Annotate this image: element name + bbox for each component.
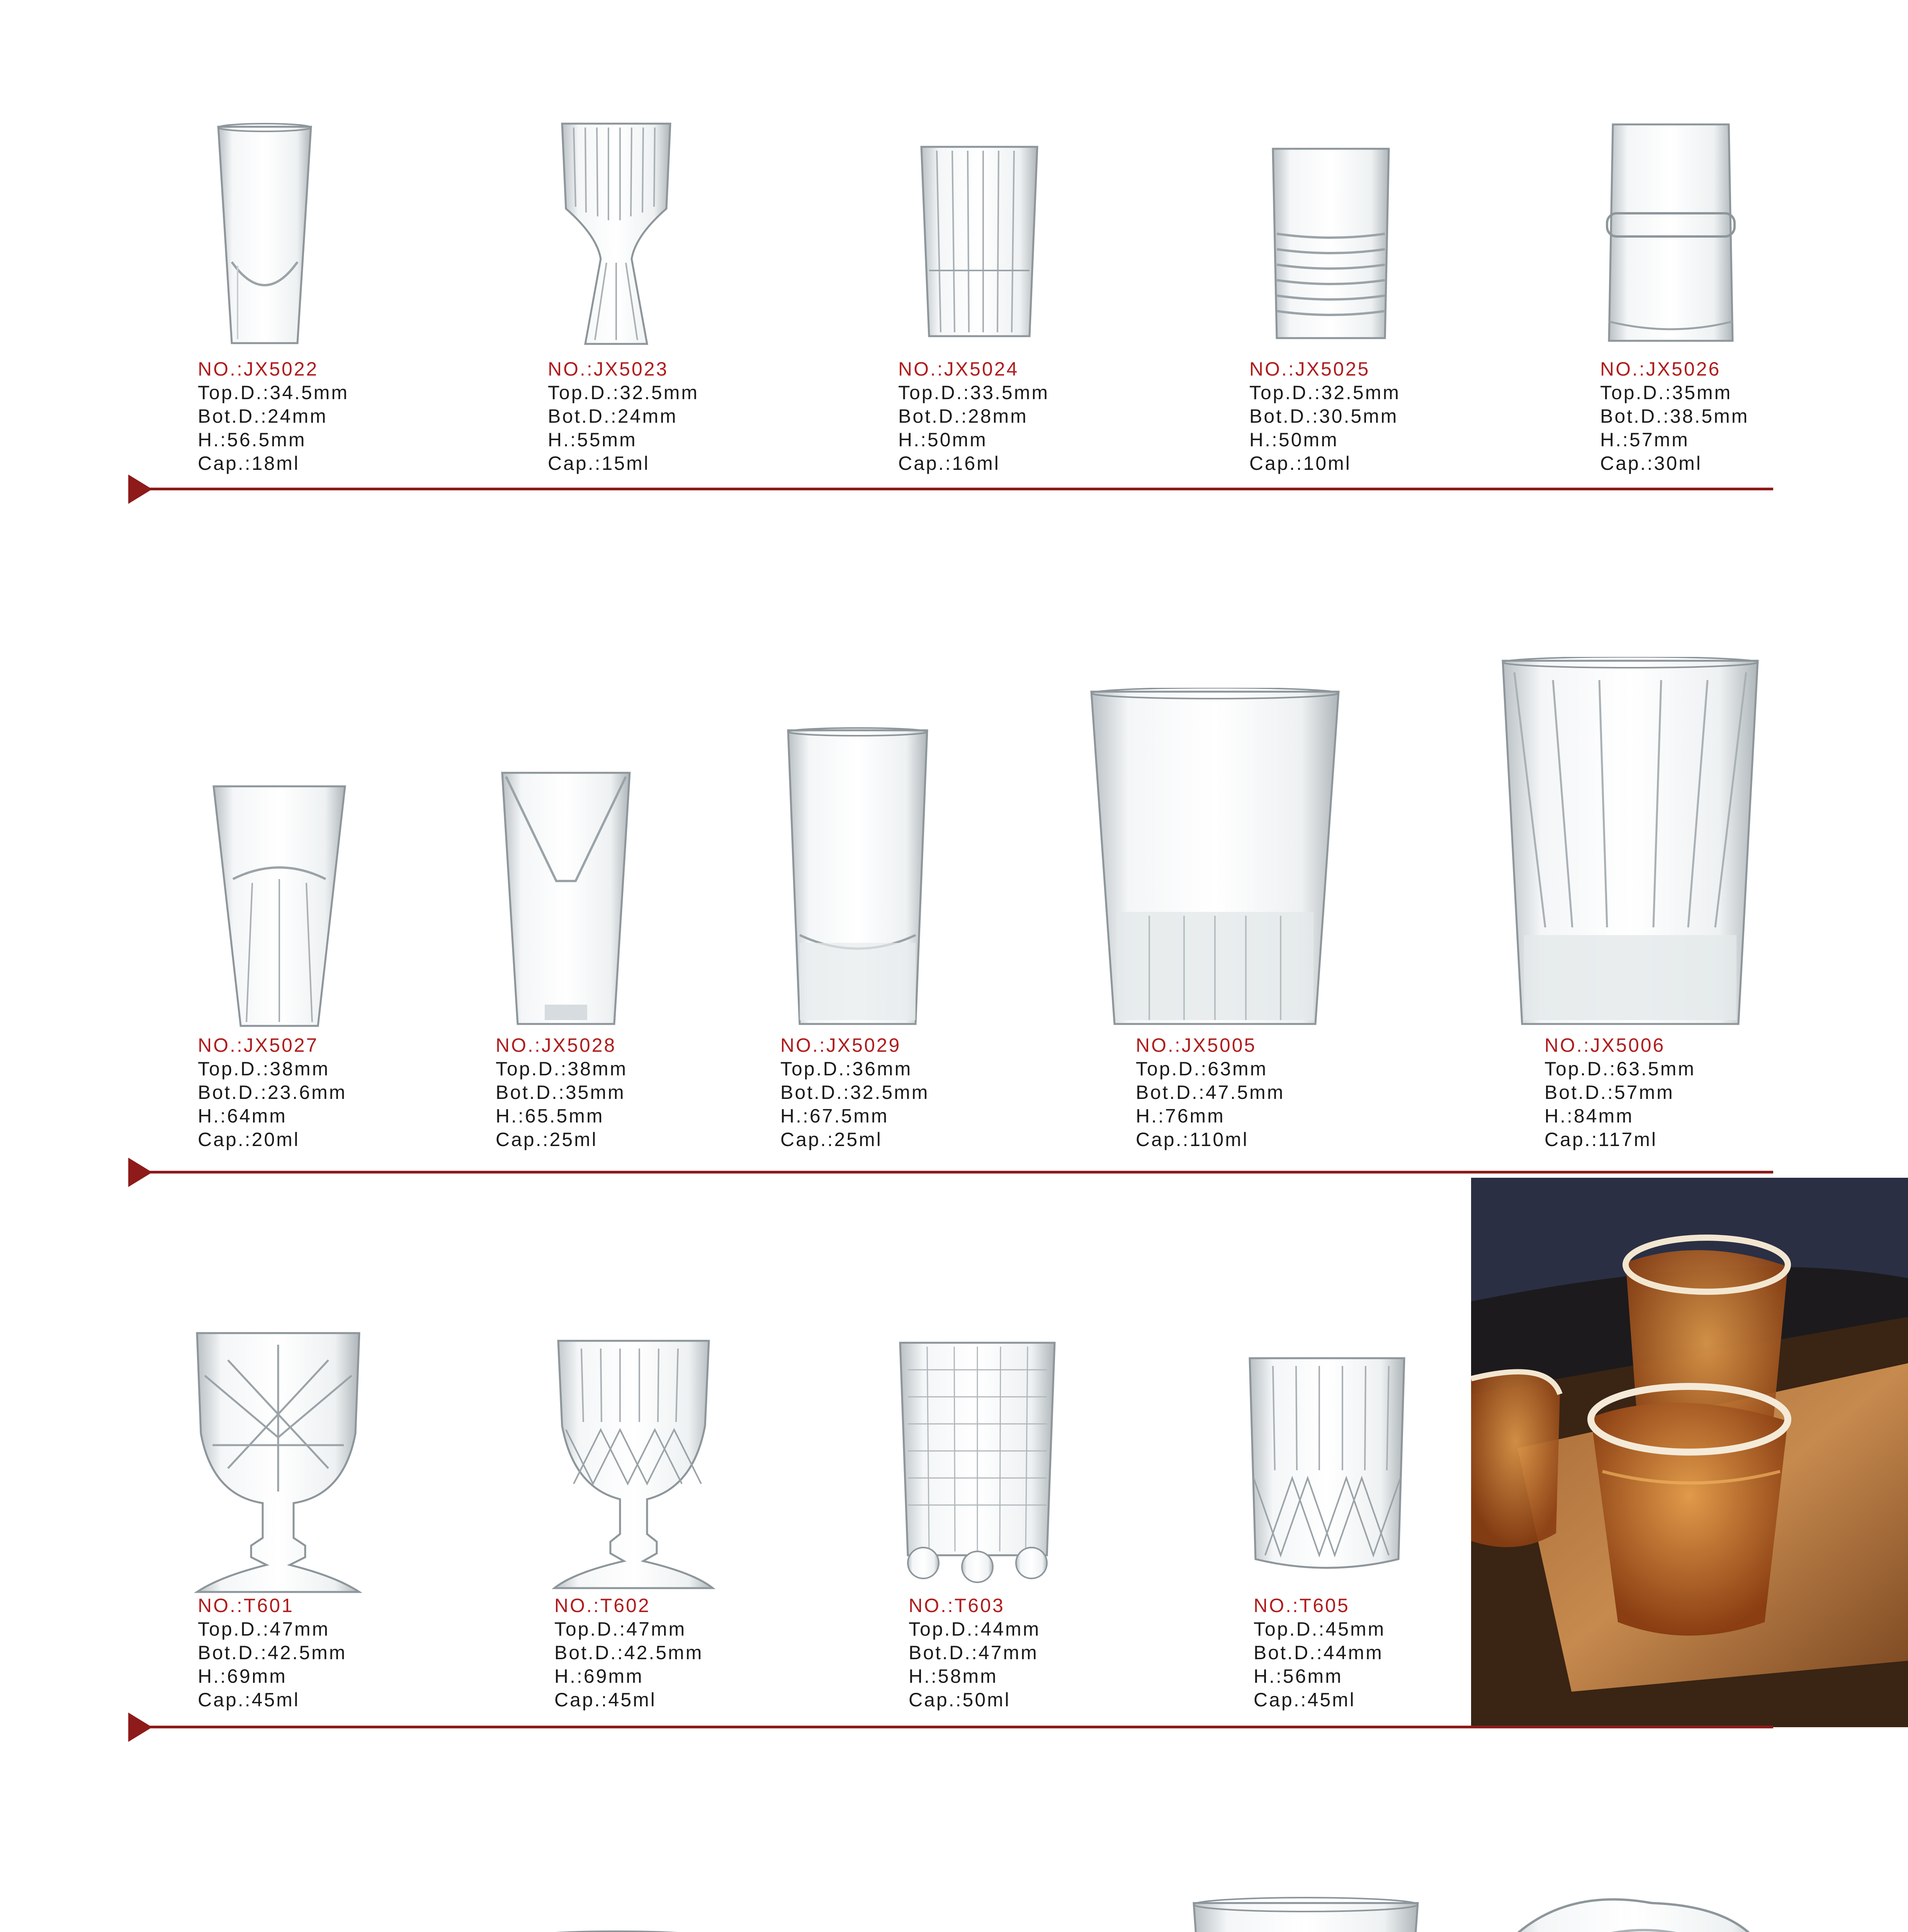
product-number: NO.:JX5022 xyxy=(198,358,319,380)
product-number: NO.:T602 xyxy=(554,1595,651,1616)
stemmed-glass-t602-image xyxy=(550,1337,717,1592)
product-specs xyxy=(554,1594,703,1712)
bottom-diameter: Bot.D.:32.5mm xyxy=(780,1082,929,1103)
product-specs xyxy=(198,357,349,475)
capacity: Cap.:25ml xyxy=(496,1129,598,1150)
top-diameter: Top.D.:47mm xyxy=(198,1618,330,1640)
product-number: NO.:JX5006 xyxy=(1544,1034,1665,1056)
capacity: Cap.:45ml xyxy=(1254,1689,1356,1711)
height: H.:64mm xyxy=(198,1105,287,1127)
top-diameter: Top.D.:34.5mm xyxy=(198,382,349,403)
product-number: NO.:JX5028 xyxy=(496,1034,617,1056)
product-number: NO.:T601 xyxy=(198,1595,294,1616)
capacity: Cap.:25ml xyxy=(780,1129,882,1150)
height: H.:50mm xyxy=(1249,429,1339,451)
product-specs xyxy=(780,1034,929,1151)
height: H.:84mm xyxy=(1544,1105,1634,1127)
top-diameter: Top.D.:45mm xyxy=(1254,1618,1386,1640)
bottom-diameter: Bot.D.:24mm xyxy=(548,405,678,427)
height: H.:76mm xyxy=(1136,1105,1225,1127)
product-number: NO.:JX5025 xyxy=(1249,358,1370,380)
shot-glass-jx5024-image xyxy=(917,143,1041,340)
capacity: Cap.:117ml xyxy=(1544,1129,1657,1150)
product-specs xyxy=(1254,1594,1385,1712)
dish-c806-image xyxy=(1489,1891,1779,1932)
product-specs xyxy=(1136,1034,1284,1151)
row-divider xyxy=(131,1726,1773,1728)
bottom-diameter: Bot.D.:42.5mm xyxy=(554,1642,703,1663)
product-specs xyxy=(1600,357,1749,475)
capacity: Cap.:110ml xyxy=(1136,1129,1249,1150)
bottom-diameter: Bot.D.:28mm xyxy=(898,405,1028,427)
top-diameter: Top.D.:38mm xyxy=(496,1058,628,1080)
shot-glass-jx5029-image xyxy=(784,726,931,1028)
shot-glass-jx5025-image xyxy=(1269,145,1393,342)
top-diameter: Top.D.:47mm xyxy=(554,1618,686,1640)
capacity: Cap.:45ml xyxy=(554,1689,656,1711)
shot-glass-jx5022-image xyxy=(214,123,315,347)
bottom-diameter: Bot.D.:57mm xyxy=(1544,1082,1674,1103)
product-number: NO.:T603 xyxy=(909,1595,1005,1616)
top-diameter: Top.D.:44mm xyxy=(909,1618,1041,1640)
height: H.:57mm xyxy=(1600,429,1689,451)
lifestyle-photo xyxy=(1471,1178,1908,1727)
product-specs xyxy=(1544,1034,1696,1151)
top-diameter: Top.D.:36mm xyxy=(780,1058,912,1080)
cup-c803-image xyxy=(863,1928,1049,1932)
bottom-diameter: Bot.D.:42.5mm xyxy=(198,1642,347,1663)
cup-c805-image xyxy=(1190,1895,1422,1932)
bottom-diameter: Bot.D.:30.5mm xyxy=(1249,405,1398,427)
product-number: NO.:JX5024 xyxy=(898,358,1019,380)
capacity: Cap.:50ml xyxy=(909,1689,1011,1711)
bottom-diameter: Bot.D.:24mm xyxy=(198,405,328,427)
height: H.:58mm xyxy=(909,1665,998,1687)
height: H.:56.5mm xyxy=(198,429,306,451)
top-diameter: Top.D.:63mm xyxy=(1136,1058,1268,1080)
top-diameter: Top.D.:35mm xyxy=(1600,382,1732,403)
bottom-diameter: Bot.D.:44mm xyxy=(1254,1642,1383,1663)
bottom-diameter: Bot.D.:35mm xyxy=(496,1082,625,1103)
product-specs xyxy=(1249,357,1400,475)
height: H.:55mm xyxy=(548,429,637,451)
bottom-diameter: Bot.D.:23.6mm xyxy=(198,1082,347,1103)
shot-glass-jx5023-image xyxy=(558,120,674,348)
rocks-glass-jx5005-image xyxy=(1087,688,1342,1028)
top-diameter: Top.D.:38mm xyxy=(198,1058,330,1080)
product-number: NO.:T605 xyxy=(1254,1595,1350,1616)
top-diameter: Top.D.:33.5mm xyxy=(898,382,1050,403)
footed-glass-t603-image xyxy=(892,1339,1062,1586)
height: H.:50mm xyxy=(898,429,987,451)
stemmed-glass-t601-image xyxy=(189,1329,367,1596)
product-specs xyxy=(909,1594,1040,1712)
product-number: NO.:JX5029 xyxy=(780,1034,901,1056)
capacity: Cap.:15ml xyxy=(548,452,650,474)
shot-glass-jx5026-image xyxy=(1605,121,1736,345)
product-specs xyxy=(548,357,699,475)
capacity: Cap.:30ml xyxy=(1600,452,1702,474)
bottom-diameter: Bot.D.:47.5mm xyxy=(1136,1082,1285,1103)
product-specs xyxy=(898,357,1049,475)
product-number: NO.:JX5023 xyxy=(548,358,669,380)
height: H.:67.5mm xyxy=(780,1105,889,1127)
capacity: Cap.:16ml xyxy=(898,452,1000,474)
product-specs xyxy=(496,1034,627,1151)
cut-glass-t605-image xyxy=(1242,1354,1412,1578)
row-divider xyxy=(131,1171,1773,1173)
rocks-glass-jx5006-image xyxy=(1499,657,1762,1028)
product-number: NO.:JX5005 xyxy=(1136,1034,1257,1056)
height: H.:56mm xyxy=(1254,1665,1343,1687)
height: H.:69mm xyxy=(554,1665,644,1687)
capacity: Cap.:10ml xyxy=(1249,452,1351,474)
product-number: NO.:JX5026 xyxy=(1600,358,1721,380)
shot-glass-jx5028-image xyxy=(498,769,634,1028)
capacity: Cap.:45ml xyxy=(198,1689,300,1711)
cup-c801-image xyxy=(156,1926,388,1932)
bottom-diameter: Bot.D.:47mm xyxy=(909,1642,1038,1663)
product-number: NO.:JX5027 xyxy=(198,1034,319,1056)
product-specs xyxy=(198,1034,347,1151)
row-divider xyxy=(131,488,1773,490)
height: H.:69mm xyxy=(198,1665,287,1687)
top-diameter: Top.D.:32.5mm xyxy=(1249,382,1401,403)
top-diameter: Top.D.:32.5mm xyxy=(548,382,699,403)
capacity: Cap.:20ml xyxy=(198,1129,300,1150)
cup-c802-image xyxy=(520,1928,713,1932)
bottom-diameter: Bot.D.:38.5mm xyxy=(1600,405,1749,427)
product-specs xyxy=(198,1594,347,1712)
shot-glass-jx5027-image xyxy=(210,782,349,1030)
top-diameter: Top.D.:63.5mm xyxy=(1544,1058,1696,1080)
capacity: Cap.:18ml xyxy=(198,452,300,474)
height: H.:65.5mm xyxy=(496,1105,604,1127)
